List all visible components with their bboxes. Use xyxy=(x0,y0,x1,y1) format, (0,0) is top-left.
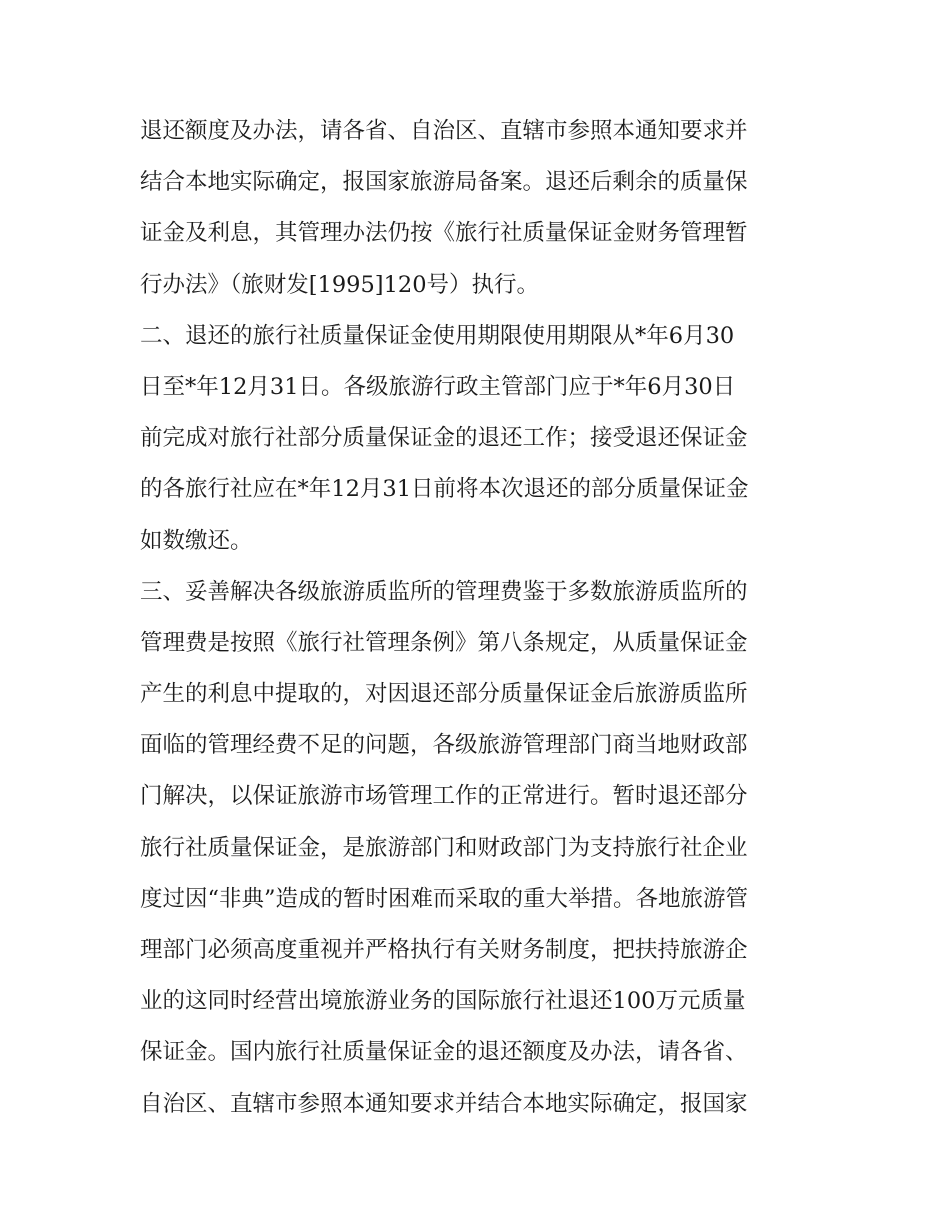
text-line: 业的这同时经营出境旅游业务的国际旅行社退还100万元质量 xyxy=(140,988,746,1015)
text-line: 退还额度及办法，请各省、自治区、直辖市参照本通知要求并 xyxy=(140,118,748,144)
text-line: 门解决，以保证旅游市场管理工作的正常进行。暂时退还部分 xyxy=(140,783,748,810)
text-line: 的各旅行社应在*年12月31日前将本次退还的部分质量保证金 xyxy=(140,476,749,503)
text-line: 行办法》（旅财发[1995]120号）执行。 xyxy=(140,271,540,298)
text-line: 理部门必须高度重视并严格执行有关财务制度，把扶持旅游企 xyxy=(140,937,748,963)
text-line: 管理费是按照《旅行社管理条例》第八条规定，从质量保证金 xyxy=(140,629,748,656)
text-line: 旅行社质量保证金，是旅游部门和财政部门为支持旅行社企业 xyxy=(140,834,748,861)
text-line: 日至*年12月31日。各级旅游行政主管部门应于*年6月30日 xyxy=(140,373,736,400)
section-heading-line: 二、退还的旅行社质量保证金使用期限使用期限从*年6月30 xyxy=(140,322,735,349)
text-line: 保证金。国内旅行社质量保证金的退还额度及办法，请各省、 xyxy=(140,1039,748,1066)
document-body xyxy=(140,106,820,1130)
section-heading-line: 三、妥善解决各级旅游质监所的管理费鉴于多数旅游质监所的 xyxy=(140,578,748,605)
text-line: 如数缴还。 xyxy=(140,527,253,554)
text-line: 结合本地实际确定，报国家旅游局备案。退还后剩余的质量保 xyxy=(140,169,748,196)
text-line: 前完成对旅行社部分质量保证金的退还工作；接受退还保证金 xyxy=(140,425,748,452)
text-line: 证金及利息，其管理办法仍按《旅行社质量保证金财务管理暂 xyxy=(140,220,748,247)
text-line: 产生的利息中提取的，对因退还部分质量保证金后旅游质监所 xyxy=(140,681,748,708)
text-line: 自治区、直辖市参照本通知要求并结合本地实际确定，报国家 xyxy=(140,1090,748,1117)
text-line: 面临的管理经费不足的问题，各级旅游管理部门商当地财政部 xyxy=(140,732,748,759)
text-line: 度过因“非典”造成的暂时困难而采取的重大举措。各地旅游管 xyxy=(140,885,749,912)
